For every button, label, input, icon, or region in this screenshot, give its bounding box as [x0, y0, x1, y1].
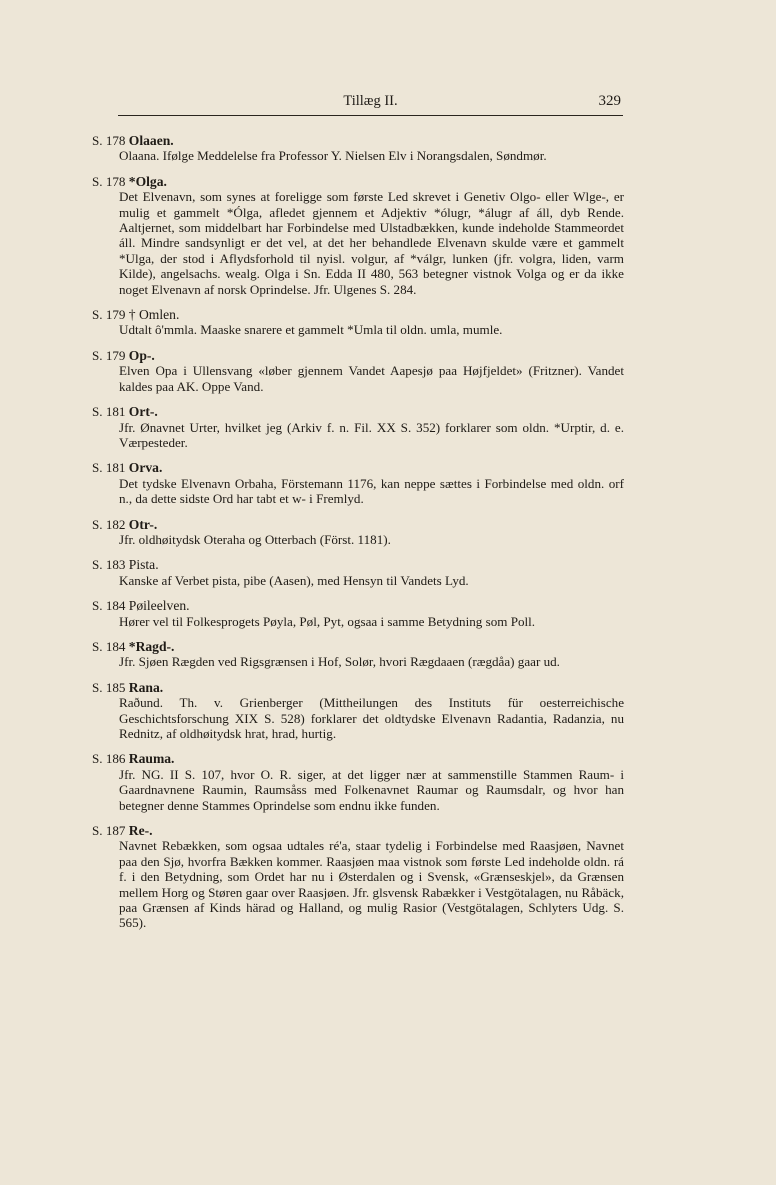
entry-body: Jfr. oldhøitydsk Oteraha og Otterbach (Först. 1181). [119, 531, 391, 547]
entry [92, 460, 624, 506]
entry-body: Jfr. Sjøen Rægden ved Rigsgrænsen i Hof, Solør, hvori Rægdaaen (rægdåa) gaar ud. [119, 654, 560, 670]
entry [92, 348, 624, 394]
entry-headword: *Ragd-. [128, 638, 175, 654]
entry-headword: † Omlen. [128, 307, 180, 323]
entry [92, 557, 624, 588]
entry-reference: S. 183 [92, 557, 126, 573]
page-number: 329 [598, 93, 621, 109]
entry [92, 517, 624, 548]
entry-reference: S. 179 [92, 307, 126, 323]
entry-body: Det tydske Elvenavn Orbaha, Förstemann 1176, kan neppe sættes i Forbindelse med oldn. orf n., da dette sidste Ord har tabt et w- i Fremlyd. [119, 475, 624, 507]
entry-headword: Rauma. [128, 751, 175, 767]
entry [92, 598, 624, 629]
entry-body: Kanske af Verbet pista, pibe (Aasen), med Hensyn til Vandets Lyd. [119, 572, 469, 588]
entry [92, 174, 624, 297]
entry-body: Navnet Rebækken, som ogsaa udtales ré'a, staar tydelig i Forbindelse med Raasjøen, Navnet paa den Sjø, hvorfra Bækken kommer. Raasjøen maa vistnok som første Led indeholde oldn. rá f. i den Betydning, som Ordet har nu i Østerdalen og i Svensk, «Grænseskjel», da Grænsen mellem Horg og Støren gaar over Raasjøen. Jfr. glsvensk Rabækker i Vestgötalagen, nu Råbäck, paa Grænsen af Kinds härad og Halland, og mulig Rasior (Vestgötalagen, Schlyters Udg. S. 565). [119, 838, 624, 931]
entry [92, 680, 624, 742]
entry-headword: Olaaen. [128, 133, 174, 148]
entry-reference: S. 184 [92, 638, 126, 654]
entry [92, 751, 624, 813]
entry-body: Jfr. Ønavnet Urter, hvilket jeg (Arkiv f. n. Fil. XX S. 352) forklarer som oldn. *Urptir, d. e. Værpesteder. [119, 419, 624, 450]
page-content [92, 133, 624, 941]
entry-body: Det Elvenavn, som synes at foreligge som første Led skrevet i Genetiv Olgo- eller Wlge-, er mulig et gammelt *Ólga, afledet gjennem et Adjektiv *ólugr, *álugr af áll, dyb Rende. Aaltjernet, som middelbart har Forbindelse med Ulstadbækken, kunde indeholde Stammeordet áll. Mindre sandsynligt er det vel, at det her behandlede Elvenavn skulde være et gammelt *Ulga, der stod i Aflydsforhold til nyisl. volgur, af *válgr, lunken (jfr. volgra, liden, varm Kilde), angelsachs. wealg. Olga i Sn. Edda II 480, 563 betegner vistnok Volga og er da ikke noget Elvenavn af norsk Oprindelse. Jfr. Ulgenes S. 284. [119, 189, 624, 297]
entry-reference: S. 185 [92, 679, 126, 695]
page-header [118, 93, 623, 116]
entry-reference: S. 181 [92, 404, 126, 420]
entry-headword: Re-. [128, 823, 153, 839]
entry-reference: S. 182 [92, 516, 126, 532]
entry-body: Jfr. NG. II S. 107, hvor O. R. siger, at det ligger nær at sammenstille Stammen Raum- i Gaardnavnene Raumin, Raumsåss med Folkenavnet Raumar og Raumsdalr, og hvor han betegner denne Stammes Oprindelse som endnu ikke funden. [119, 766, 624, 813]
entry-body: Elven Opa i Ullensvang «løber gjennem Vandet Aapesjø paa Højfjeldet» (Fritzner). Vandet kaldes paa AK. Oppe Vand. [119, 363, 624, 394]
entry-body: Udtalt ô'mmla. Maaske snarere et gammelt *Umla til oldn. umla, mumle. [119, 322, 503, 338]
entry-body: Olaana. Ifølge Meddelelse fra Professor Y. Nielsen Elv i Norangsdalen, Søndmør. [119, 148, 547, 164]
entry-reference: S. 179 [92, 347, 126, 363]
entry-headword: Op-. [128, 347, 155, 363]
entry [92, 404, 624, 450]
entry [92, 133, 624, 164]
running-title: Tillæg II. [343, 93, 398, 109]
entry-headword: Rana. [128, 679, 164, 695]
entry-reference: S. 181 [92, 460, 126, 476]
entry-reference: S. 178 [92, 133, 126, 148]
entry-reference: S. 187 [92, 823, 126, 839]
entry-reference: S. 184 [92, 598, 126, 614]
entry-headword: Orva. [128, 460, 163, 476]
entry-headword: *Olga. [128, 173, 167, 189]
entry-headword: Ort-. [128, 404, 158, 420]
entry-headword: Otr-. [128, 516, 158, 532]
entry [92, 639, 624, 670]
entry-reference: S. 186 [92, 751, 126, 767]
entry-reference: S. 178 [92, 173, 126, 189]
entry-headword: Pøileelven. [128, 598, 190, 614]
entry-body: Raðund. Th. v. Grienberger (Mittheilungen des Instituts für oesterreichische Geschichtsforschung XIX S. 528) forklarer det oldtydske Elvenavn Radantia, Radanzia, nu Rednitz, af oldhøitydsk hrat, hrad, hurtig. [119, 695, 624, 741]
entry [92, 307, 624, 338]
entry-body: Hører vel til Folkesprogets Pøyla, Pøl, Pyt, ogsaa i samme Betydning som Poll. [119, 613, 536, 629]
entry-headword: Pista. [128, 557, 159, 573]
entry [92, 823, 624, 931]
